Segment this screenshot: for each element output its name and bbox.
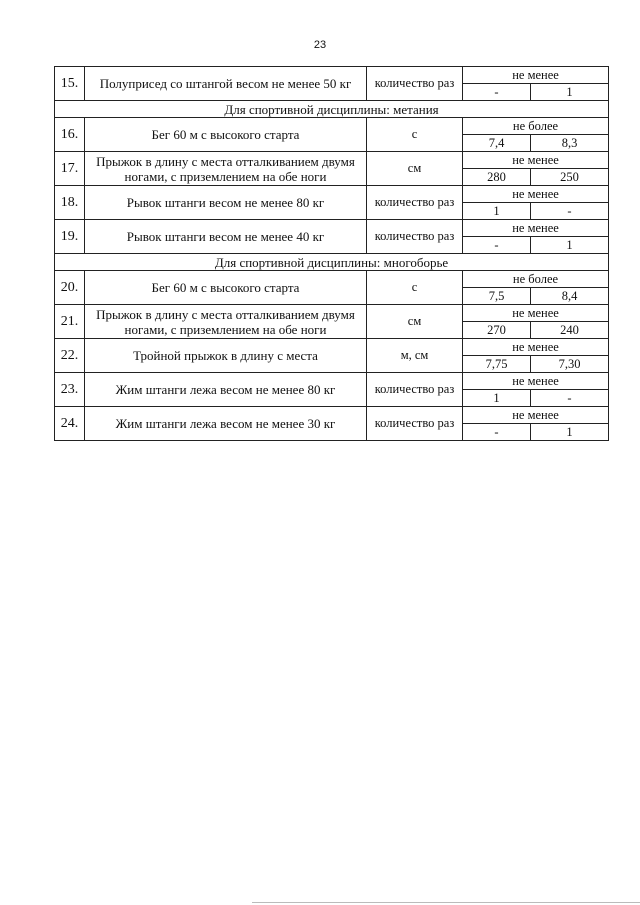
value-cell-1: 1: [463, 390, 531, 407]
value-cell-2: 1: [531, 84, 609, 101]
row-number: 22.: [55, 339, 85, 373]
unit-cell: с: [367, 271, 463, 305]
criterion-cell: не менее: [463, 186, 609, 203]
value-cell-1: -: [463, 237, 531, 254]
value-cell-1: 7,5: [463, 288, 531, 305]
value-cell-2: -: [531, 390, 609, 407]
norms-table-body: [55, 67, 609, 441]
criterion-cell: не менее: [463, 339, 609, 356]
value-cell-1: -: [463, 424, 531, 441]
table-row: [55, 271, 609, 288]
table-row: [55, 67, 609, 84]
criterion-cell: не более: [463, 271, 609, 288]
row-number: 23.: [55, 373, 85, 407]
row-number: 15.: [55, 67, 85, 101]
exercise-name: Жим штанги лежа весом не менее 80 кг: [85, 373, 367, 407]
value-cell-2: 8,4: [531, 288, 609, 305]
value-cell-1: 1: [463, 203, 531, 220]
row-number: 18.: [55, 186, 85, 220]
value-cell-1: 270: [463, 322, 531, 339]
value-cell-2: 8,3: [531, 135, 609, 152]
row-number: 24.: [55, 407, 85, 441]
criterion-cell: не более: [463, 118, 609, 135]
unit-cell: количество раз: [367, 220, 463, 254]
table-row: [55, 152, 609, 169]
table-row: [55, 305, 609, 322]
table-row: [55, 373, 609, 390]
unit-cell: количество раз: [367, 67, 463, 101]
exercise-name: Бег 60 м с высокого старта: [85, 118, 367, 152]
row-number: 20.: [55, 271, 85, 305]
table-row: [55, 407, 609, 424]
exercise-name: Прыжок в длину с места отталкиванием двумя ногами, с приземлением на обе ноги: [85, 152, 367, 186]
row-number: 17.: [55, 152, 85, 186]
table-row: [55, 220, 609, 237]
row-number: 19.: [55, 220, 85, 254]
criterion-cell: не менее: [463, 152, 609, 169]
exercise-name: Рывок штанги весом не менее 80 кг: [85, 186, 367, 220]
table-row: [55, 186, 609, 203]
row-number: 16.: [55, 118, 85, 152]
section-title: Для спортивной дисциплины: метания: [55, 101, 609, 118]
criterion-cell: не менее: [463, 305, 609, 322]
exercise-name: Полуприсед со штангой весом не менее 50 кг: [85, 67, 367, 101]
page-edge-line: [252, 902, 640, 903]
value-cell-2: 1: [531, 237, 609, 254]
value-cell-2: 7,30: [531, 356, 609, 373]
exercise-name: Тройной прыжок в длину с места: [85, 339, 367, 373]
page-number: 23: [313, 39, 327, 51]
exercise-name: Жим штанги лежа весом не менее 30 кг: [85, 407, 367, 441]
norms-table: [54, 66, 609, 441]
value-cell-1: 7,75: [463, 356, 531, 373]
unit-cell: см: [367, 152, 463, 186]
value-cell-1: -: [463, 84, 531, 101]
criterion-cell: не менее: [463, 407, 609, 424]
section-row: [55, 254, 609, 271]
value-cell-2: 250: [531, 169, 609, 186]
unit-cell: с: [367, 118, 463, 152]
value-cell-2: -: [531, 203, 609, 220]
value-cell-1: 280: [463, 169, 531, 186]
unit-cell: количество раз: [367, 186, 463, 220]
unit-cell: см: [367, 305, 463, 339]
unit-cell: м, см: [367, 339, 463, 373]
value-cell-1: 7,4: [463, 135, 531, 152]
exercise-name: Бег 60 м с высокого старта: [85, 271, 367, 305]
criterion-cell: не менее: [463, 67, 609, 84]
section-title: Для спортивной дисциплины: многоборье: [55, 254, 609, 271]
criterion-cell: не менее: [463, 373, 609, 390]
row-number: 21.: [55, 305, 85, 339]
table-row: [55, 339, 609, 356]
value-cell-2: 1: [531, 424, 609, 441]
unit-cell: количество раз: [367, 373, 463, 407]
table-row: [55, 118, 609, 135]
unit-cell: количество раз: [367, 407, 463, 441]
exercise-name: Прыжок в длину с места отталкиванием двумя ногами, с приземлением на обе ноги: [85, 305, 367, 339]
criterion-cell: не менее: [463, 220, 609, 237]
value-cell-2: 240: [531, 322, 609, 339]
exercise-name: Рывок штанги весом не менее 40 кг: [85, 220, 367, 254]
section-row: [55, 101, 609, 118]
